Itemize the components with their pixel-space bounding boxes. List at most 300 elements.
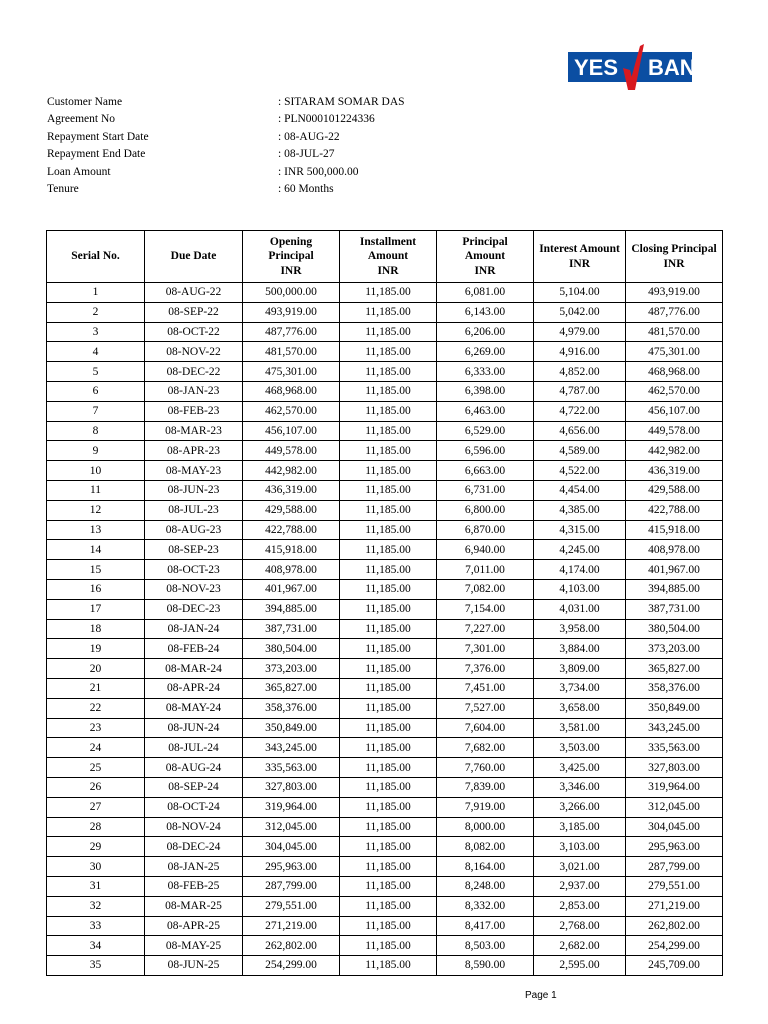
table-cell: 358,376.00 — [243, 698, 340, 718]
table-cell: 6,870.00 — [437, 520, 534, 540]
column-header-line: INR — [568, 257, 591, 270]
info-row — [47, 111, 405, 128]
table-cell: 08-SEP-24 — [145, 777, 243, 797]
table-cell: 11,185.00 — [340, 441, 437, 461]
table-body — [47, 283, 723, 976]
table-cell: 8,248.00 — [437, 876, 534, 896]
column-header — [626, 231, 723, 283]
column-header-line: INR — [280, 264, 302, 277]
info-row — [47, 164, 405, 181]
logo-bank-text: BANK — [648, 55, 712, 80]
table-cell: 287,799.00 — [243, 876, 340, 896]
table-cell: 15 — [47, 560, 145, 580]
column-header-line: Amount — [367, 250, 409, 263]
table-cell: 08-APR-24 — [145, 678, 243, 698]
table-row — [47, 322, 723, 342]
table-cell: 3,658.00 — [534, 698, 626, 718]
yes-bank-logo — [568, 40, 718, 92]
table-cell: 11,185.00 — [340, 599, 437, 619]
table-row — [47, 857, 723, 877]
info-value: : PLN000101224336 — [278, 113, 375, 126]
table-cell: 08-FEB-23 — [145, 401, 243, 421]
table-cell: 365,827.00 — [626, 659, 723, 679]
info-row — [47, 146, 405, 163]
table-cell: 08-MAR-24 — [145, 659, 243, 679]
table-cell: 456,107.00 — [626, 401, 723, 421]
table-cell: 262,802.00 — [626, 916, 723, 936]
table-cell: 2,595.00 — [534, 956, 626, 976]
table-row — [47, 837, 723, 857]
table-cell: 08-OCT-24 — [145, 797, 243, 817]
info-label: Repayment Start Date — [47, 130, 149, 143]
table-row — [47, 896, 723, 916]
table-cell: 08-JUL-24 — [145, 738, 243, 758]
table-cell: 11,185.00 — [340, 302, 437, 322]
table-cell: 442,982.00 — [243, 461, 340, 481]
table-row — [47, 936, 723, 956]
table-cell: 327,803.00 — [626, 758, 723, 778]
column-header-line: Installment — [359, 235, 417, 248]
table-cell: 11,185.00 — [340, 342, 437, 362]
table-row — [47, 520, 723, 540]
table-cell: 11,185.00 — [340, 936, 437, 956]
table-row — [47, 421, 723, 441]
table-cell: 11,185.00 — [340, 639, 437, 659]
table-cell: 4,656.00 — [534, 421, 626, 441]
table-cell: 11,185.00 — [340, 619, 437, 639]
table-cell: 373,203.00 — [626, 639, 723, 659]
table-row — [47, 599, 723, 619]
table-cell: 408,978.00 — [626, 540, 723, 560]
info-row — [47, 129, 405, 146]
table-cell: 436,319.00 — [626, 461, 723, 481]
table-cell: 4,722.00 — [534, 401, 626, 421]
table-row — [47, 579, 723, 599]
table-cell: 08-NOV-24 — [145, 817, 243, 837]
table-cell: 11,185.00 — [340, 758, 437, 778]
table-cell: 327,803.00 — [243, 777, 340, 797]
table-cell: 08-MAY-25 — [145, 936, 243, 956]
table-cell: 271,219.00 — [626, 896, 723, 916]
table-cell: 3,425.00 — [534, 758, 626, 778]
info-value: : SITARAM SOMAR DAS — [278, 96, 405, 108]
table-cell: 8,000.00 — [437, 817, 534, 837]
table-cell: 11,185.00 — [340, 837, 437, 857]
table-cell: 7,451.00 — [437, 678, 534, 698]
table-cell: 415,918.00 — [243, 540, 340, 560]
table-row — [47, 639, 723, 659]
logo-yes-text: YES — [574, 55, 619, 80]
table-cell: 08-OCT-22 — [145, 322, 243, 342]
table-cell: 3,809.00 — [534, 659, 626, 679]
info-row — [47, 94, 405, 111]
table-cell: 4,522.00 — [534, 461, 626, 481]
table-cell: 6,269.00 — [437, 342, 534, 362]
table-row — [47, 302, 723, 322]
table-cell: 5 — [47, 362, 145, 382]
table-row — [47, 797, 723, 817]
repayment-schedule-table — [46, 230, 723, 976]
table-cell: 08-AUG-22 — [145, 283, 243, 303]
table-cell: 7,227.00 — [437, 619, 534, 639]
column-header-line: Serial No. — [71, 250, 120, 263]
table-cell: 21 — [47, 678, 145, 698]
column-header-line: INR — [377, 264, 399, 277]
table-cell: 335,563.00 — [243, 758, 340, 778]
table-cell: 487,776.00 — [626, 302, 723, 322]
table-cell: 6,731.00 — [437, 480, 534, 500]
table-cell: 468,968.00 — [243, 381, 340, 401]
table-row — [47, 678, 723, 698]
table-cell: 350,849.00 — [626, 698, 723, 718]
table-cell: 2 — [47, 302, 145, 322]
table-cell: 481,570.00 — [243, 342, 340, 362]
table-cell: 11,185.00 — [340, 480, 437, 500]
table-cell: 7,376.00 — [437, 659, 534, 679]
table-cell: 11,185.00 — [340, 876, 437, 896]
table-row — [47, 738, 723, 758]
table-cell: 295,963.00 — [243, 857, 340, 877]
column-header — [437, 231, 534, 283]
table-cell: 3,734.00 — [534, 678, 626, 698]
table-cell: 2,853.00 — [534, 896, 626, 916]
table-row — [47, 441, 723, 461]
table-cell: 4 — [47, 342, 145, 362]
table-row — [47, 461, 723, 481]
table-cell: 08-MAR-25 — [145, 896, 243, 916]
table-row — [47, 956, 723, 976]
table-cell: 365,827.00 — [243, 678, 340, 698]
page-number: Page 1 — [525, 990, 557, 1001]
table-cell: 11,185.00 — [340, 797, 437, 817]
table-cell: 387,731.00 — [243, 619, 340, 639]
table-cell: 4,787.00 — [534, 381, 626, 401]
table-cell: 33 — [47, 916, 145, 936]
table-cell: 7 — [47, 401, 145, 421]
table-cell: 493,919.00 — [243, 302, 340, 322]
table-cell: 11,185.00 — [340, 401, 437, 421]
table-cell: 08-JUN-23 — [145, 480, 243, 500]
table-cell: 475,301.00 — [626, 342, 723, 362]
table-cell: 11,185.00 — [340, 421, 437, 441]
table-cell: 304,045.00 — [626, 817, 723, 837]
table-cell: 3,958.00 — [534, 619, 626, 639]
table-cell: 7,839.00 — [437, 777, 534, 797]
info-label: Agreement No — [47, 113, 116, 126]
table-cell: 4,315.00 — [534, 520, 626, 540]
table-row — [47, 342, 723, 362]
table-cell: 3,503.00 — [534, 738, 626, 758]
table-cell: 468,968.00 — [626, 362, 723, 382]
info-label: Customer Name — [47, 96, 123, 108]
table-cell: 4,031.00 — [534, 599, 626, 619]
table-cell: 6 — [47, 381, 145, 401]
table-cell: 12 — [47, 500, 145, 520]
table-cell: 343,245.00 — [626, 718, 723, 738]
table-cell: 408,978.00 — [243, 560, 340, 580]
table-cell: 11,185.00 — [340, 560, 437, 580]
column-header-line: INR — [663, 257, 685, 270]
table-cell: 6,463.00 — [437, 401, 534, 421]
table-header-row — [47, 231, 723, 283]
table-cell: 26 — [47, 777, 145, 797]
table-cell: 449,578.00 — [626, 421, 723, 441]
table-row — [47, 560, 723, 580]
table-cell: 4,103.00 — [534, 579, 626, 599]
table-cell: 422,788.00 — [626, 500, 723, 520]
table-cell: 32 — [47, 896, 145, 916]
table-row — [47, 718, 723, 738]
table-cell: 30 — [47, 857, 145, 877]
table-cell: 7,011.00 — [437, 560, 534, 580]
table-cell: 7,154.00 — [437, 599, 534, 619]
column-header — [145, 231, 243, 283]
table-cell: 481,570.00 — [626, 322, 723, 342]
table-cell: 262,802.00 — [243, 936, 340, 956]
table-cell: 6,398.00 — [437, 381, 534, 401]
column-header-line: INR — [474, 264, 496, 277]
table-cell: 11,185.00 — [340, 520, 437, 540]
table-row — [47, 916, 723, 936]
table-cell: 22 — [47, 698, 145, 718]
table-cell: 4,174.00 — [534, 560, 626, 580]
table-cell: 08-DEC-24 — [145, 837, 243, 857]
table-cell: 295,963.00 — [626, 837, 723, 857]
table-cell: 415,918.00 — [626, 520, 723, 540]
table-cell: 6,333.00 — [437, 362, 534, 382]
table-cell: 254,299.00 — [243, 956, 340, 976]
table-cell: 11,185.00 — [340, 857, 437, 877]
table-cell: 387,731.00 — [626, 599, 723, 619]
table-cell: 11,185.00 — [340, 817, 437, 837]
table-cell: 17 — [47, 599, 145, 619]
table-cell: 08-MAY-23 — [145, 461, 243, 481]
table-cell: 312,045.00 — [243, 817, 340, 837]
table-cell: 08-DEC-23 — [145, 599, 243, 619]
table-cell: 31 — [47, 876, 145, 896]
table-cell: 287,799.00 — [626, 857, 723, 877]
customer-info — [47, 94, 405, 198]
info-row — [47, 181, 405, 198]
table-cell: 3,266.00 — [534, 797, 626, 817]
table-cell: 11,185.00 — [340, 738, 437, 758]
table-cell: 08-FEB-24 — [145, 639, 243, 659]
table-row — [47, 401, 723, 421]
table-cell: 8,503.00 — [437, 936, 534, 956]
table-cell: 11,185.00 — [340, 500, 437, 520]
table-cell: 436,319.00 — [243, 480, 340, 500]
table-row — [47, 659, 723, 679]
table-cell: 2,937.00 — [534, 876, 626, 896]
table-cell: 6,596.00 — [437, 441, 534, 461]
column-header-line: Due Date — [170, 250, 217, 263]
table-row — [47, 876, 723, 896]
column-header — [243, 231, 340, 283]
table-cell: 442,982.00 — [626, 441, 723, 461]
table-cell: 429,588.00 — [243, 500, 340, 520]
table-cell: 4,589.00 — [534, 441, 626, 461]
table-cell: 11,185.00 — [340, 678, 437, 698]
table-cell: 11,185.00 — [340, 540, 437, 560]
table-cell: 08-NOV-23 — [145, 579, 243, 599]
table-cell: 493,919.00 — [626, 283, 723, 303]
table-cell: 14 — [47, 540, 145, 560]
table-cell: 08-NOV-22 — [145, 342, 243, 362]
table-row — [47, 817, 723, 837]
table-cell: 7,919.00 — [437, 797, 534, 817]
column-header-line: Interest Amount — [539, 243, 620, 255]
table-cell: 312,045.00 — [626, 797, 723, 817]
table-cell: 34 — [47, 936, 145, 956]
table-cell: 8,164.00 — [437, 857, 534, 877]
table-cell: 401,967.00 — [243, 579, 340, 599]
table-cell: 1 — [47, 283, 145, 303]
table-cell: 8,590.00 — [437, 956, 534, 976]
table-cell: 08-AUG-23 — [145, 520, 243, 540]
table-cell: 20 — [47, 659, 145, 679]
table-cell: 6,143.00 — [437, 302, 534, 322]
table-cell: 11,185.00 — [340, 659, 437, 679]
table-cell: 08-AUG-24 — [145, 758, 243, 778]
table-cell: 3,021.00 — [534, 857, 626, 877]
table-cell: 08-APR-23 — [145, 441, 243, 461]
table-cell: 6,663.00 — [437, 461, 534, 481]
table-row — [47, 758, 723, 778]
table-cell: 11,185.00 — [340, 956, 437, 976]
table-cell: 23 — [47, 718, 145, 738]
table-cell: 11,185.00 — [340, 362, 437, 382]
table-cell: 279,551.00 — [626, 876, 723, 896]
column-header-line: Principal — [462, 235, 508, 248]
table-cell: 6,206.00 — [437, 322, 534, 342]
info-value: : 08-JUL-27 — [278, 148, 335, 161]
table-cell: 10 — [47, 461, 145, 481]
table-cell: 4,454.00 — [534, 480, 626, 500]
table-cell: 08-JAN-24 — [145, 619, 243, 639]
table-cell: 2,682.00 — [534, 936, 626, 956]
table-row — [47, 540, 723, 560]
table-cell: 4,979.00 — [534, 322, 626, 342]
table-cell: 6,800.00 — [437, 500, 534, 520]
table-cell: 19 — [47, 639, 145, 659]
table-cell: 08-FEB-25 — [145, 876, 243, 896]
column-header-line: Amount — [464, 250, 506, 263]
table-cell: 11,185.00 — [340, 916, 437, 936]
table-row — [47, 698, 723, 718]
table-cell: 475,301.00 — [243, 362, 340, 382]
table-cell: 4,245.00 — [534, 540, 626, 560]
column-header-line: Principal — [268, 250, 314, 263]
table-cell: 08-JUN-25 — [145, 956, 243, 976]
table-cell: 279,551.00 — [243, 896, 340, 916]
table-cell: 28 — [47, 817, 145, 837]
table-cell: 429,588.00 — [626, 480, 723, 500]
table-cell: 08-SEP-23 — [145, 540, 243, 560]
table-cell: 7,760.00 — [437, 758, 534, 778]
table-cell: 29 — [47, 837, 145, 857]
table-cell: 7,682.00 — [437, 738, 534, 758]
table-row — [47, 480, 723, 500]
table-cell: 319,964.00 — [626, 777, 723, 797]
table-cell: 3,581.00 — [534, 718, 626, 738]
table-cell: 358,376.00 — [626, 678, 723, 698]
table-cell: 343,245.00 — [243, 738, 340, 758]
table-cell: 11 — [47, 480, 145, 500]
table-cell: 462,570.00 — [626, 381, 723, 401]
table-cell: 254,299.00 — [626, 936, 723, 956]
info-label: Tenure — [47, 182, 79, 195]
table-cell: 11,185.00 — [340, 461, 437, 481]
table-cell: 11,185.00 — [340, 777, 437, 797]
table-cell: 08-JUN-24 — [145, 718, 243, 738]
table-cell: 3 — [47, 322, 145, 342]
table-cell: 8,332.00 — [437, 896, 534, 916]
table-row — [47, 362, 723, 382]
table-row — [47, 619, 723, 639]
info-value: : INR 500,000.00 — [278, 165, 359, 178]
table-cell: 11,185.00 — [340, 283, 437, 303]
table-cell: 08-DEC-22 — [145, 362, 243, 382]
table-cell: 462,570.00 — [243, 401, 340, 421]
column-header — [47, 231, 145, 283]
table-cell: 7,527.00 — [437, 698, 534, 718]
table-cell: 2,768.00 — [534, 916, 626, 936]
table-cell: 271,219.00 — [243, 916, 340, 936]
table-cell: 35 — [47, 956, 145, 976]
table-cell: 5,104.00 — [534, 283, 626, 303]
table-cell: 11,185.00 — [340, 896, 437, 916]
table-row — [47, 283, 723, 303]
table-cell: 08-JUL-23 — [145, 500, 243, 520]
table-cell: 304,045.00 — [243, 837, 340, 857]
column-header-line: Closing Principal — [631, 243, 717, 255]
table-row — [47, 381, 723, 401]
table-cell: 6,081.00 — [437, 283, 534, 303]
table-cell: 449,578.00 — [243, 441, 340, 461]
table-cell: 08-OCT-23 — [145, 560, 243, 580]
column-header-line: Opening — [269, 235, 313, 248]
table-cell: 16 — [47, 579, 145, 599]
table-cell: 7,604.00 — [437, 718, 534, 738]
info-value: : 08-AUG-22 — [278, 130, 340, 143]
table-cell: 8 — [47, 421, 145, 441]
table-cell: 08-SEP-22 — [145, 302, 243, 322]
table-cell: 6,940.00 — [437, 540, 534, 560]
table-cell: 13 — [47, 520, 145, 540]
table-cell: 24 — [47, 738, 145, 758]
table-cell: 487,776.00 — [243, 322, 340, 342]
table-cell: 3,103.00 — [534, 837, 626, 857]
table-cell: 5,042.00 — [534, 302, 626, 322]
table-cell: 9 — [47, 441, 145, 461]
table-cell: 401,967.00 — [626, 560, 723, 580]
table-cell: 11,185.00 — [340, 698, 437, 718]
table-row — [47, 500, 723, 520]
table-cell: 500,000.00 — [243, 283, 340, 303]
table-cell: 11,185.00 — [340, 322, 437, 342]
info-label: Repayment End Date — [47, 148, 146, 161]
table-cell: 245,709.00 — [626, 956, 723, 976]
table-cell: 7,082.00 — [437, 579, 534, 599]
table-cell: 08-MAR-23 — [145, 421, 243, 441]
table-cell: 08-JAN-25 — [145, 857, 243, 877]
table-cell: 8,417.00 — [437, 916, 534, 936]
table-cell: 4,852.00 — [534, 362, 626, 382]
table-cell: 08-JAN-23 — [145, 381, 243, 401]
table-cell: 380,504.00 — [243, 639, 340, 659]
table-cell: 3,884.00 — [534, 639, 626, 659]
table-cell: 8,082.00 — [437, 837, 534, 857]
